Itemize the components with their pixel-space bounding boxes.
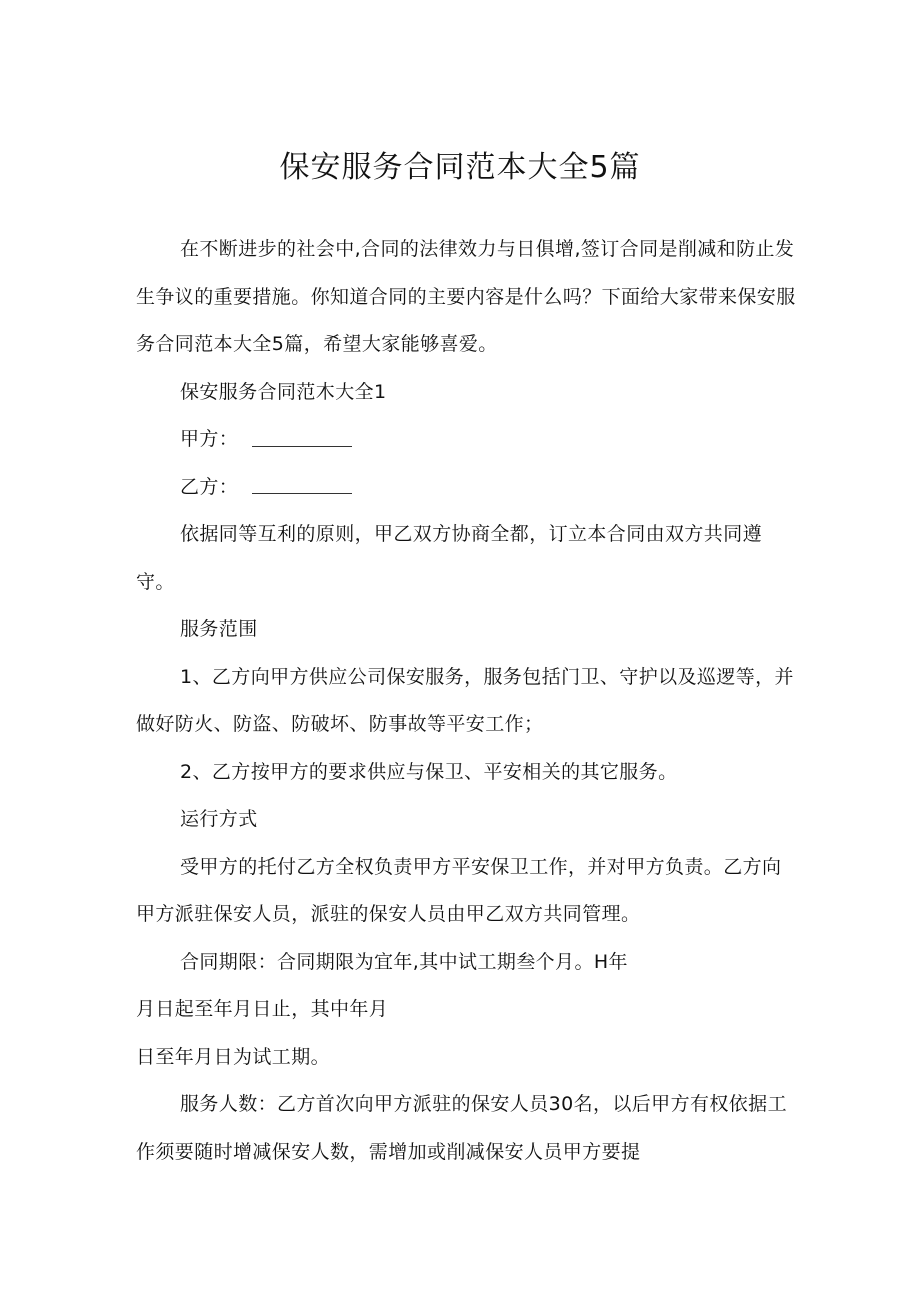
scope-item-1: 1、乙方向甲方供应公司保安服务，服务包括门卫、守护以及巡逻等，并做好防火、防盗、防破坏、防事故等平安工作； xyxy=(136,665,794,735)
scope-item-2: 2、乙方按甲方的要求供应与保卫、平安相关的其它服务。 xyxy=(180,760,678,783)
party-b-line xyxy=(136,464,796,512)
service-scope-heading: 服务范围 xyxy=(180,618,258,640)
party-b-label: 乙方： xyxy=(180,475,239,498)
operation-heading: 运行方式 xyxy=(180,808,258,830)
term-line-1: 合同期限：合同期限为宜年,其中试工期叁个月。H年 xyxy=(180,950,628,973)
party-a-blank xyxy=(252,445,352,447)
principle-paragraph: 依据同等互利的原则，甲乙双方协商全都，订立本合同由双方共同遵守。 xyxy=(136,523,763,593)
document-title: 保安服务合同范本大全5篇 xyxy=(279,150,641,185)
term-line-2: 月日起至年月日止，其中年月 xyxy=(136,998,389,1020)
intro-paragraph: 在不断进步的社会中,合同的法律效力与日俱增,签订合同是削减和防止发生争议的重要措施。你知道合同的主要内容是什么吗？下面给大家带来保安服务合同范本大全5篇，希望大家能够喜爱。 xyxy=(136,238,796,355)
party-a-line xyxy=(136,416,796,464)
party-b-blank xyxy=(252,492,352,494)
term-line-3: 日至年月日为试工期。 xyxy=(136,1045,331,1068)
staffing-paragraph: 服务人数：乙方首次向甲方派驻的保安人员30名，以后甲方有权依据工作须要随时增减保安人数，需增加或削减保安人员甲方要提 xyxy=(136,1093,787,1163)
operation-paragraph: 受甲方的托付乙方全权负责甲方平安保卫工作，并对甲方负责。乙方向甲方派驻保安人员，派驻的保安人员由甲乙双方共同管理。 xyxy=(136,855,782,925)
document-body xyxy=(136,226,796,1176)
section-title: 保安服务合同范木大全1 xyxy=(180,380,387,403)
party-a-label: 甲方： xyxy=(180,428,239,450)
